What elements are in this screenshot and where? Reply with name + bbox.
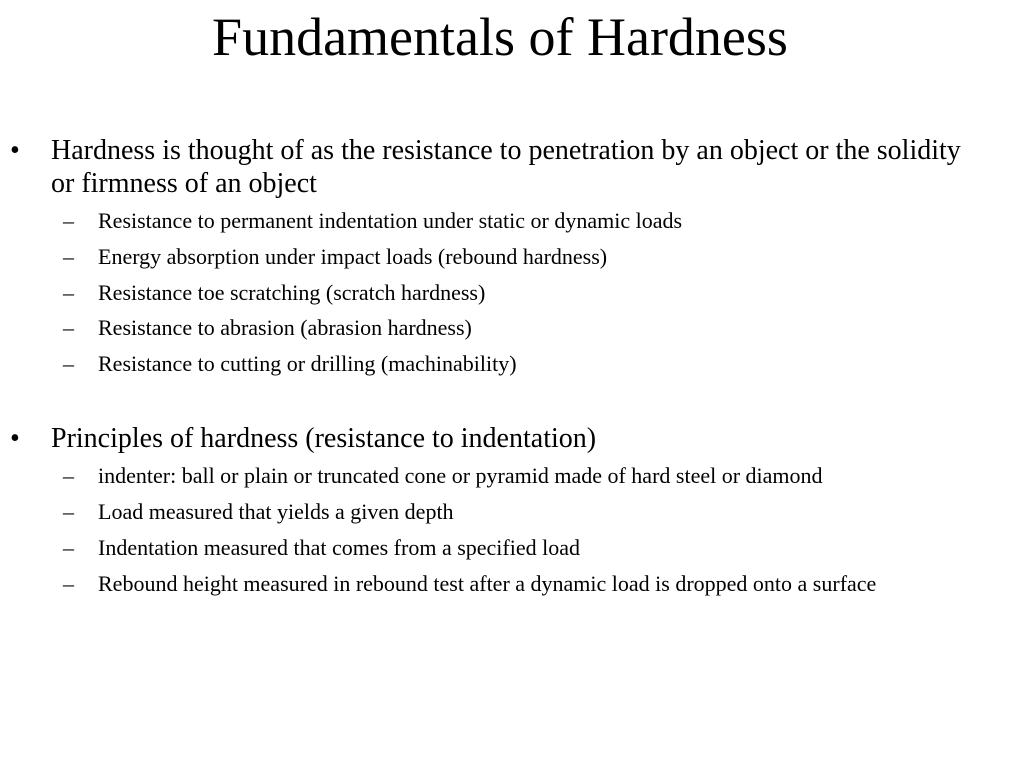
dash-marker: – bbox=[63, 571, 74, 596]
sub-item-text: Resistance to permanent indentation under static or dynamic loads bbox=[98, 208, 683, 233]
bullet-marker: • bbox=[10, 135, 20, 166]
bullet-marker: • bbox=[10, 423, 20, 454]
dash-marker: – bbox=[63, 244, 74, 269]
dash-marker: – bbox=[63, 351, 74, 376]
sub-item-text: Load measured that yields a given depth bbox=[98, 499, 454, 524]
dash-marker: – bbox=[63, 280, 74, 305]
sub-item-text: Resistance to abrasion (abrasion hardness) bbox=[98, 315, 472, 340]
sub-item-text: Resistance toe scratching (scratch hardness) bbox=[98, 280, 486, 305]
dash-marker: – bbox=[63, 315, 74, 340]
bullet-text: Principles of hardness (resistance to indentation) bbox=[51, 423, 597, 454]
bullet-text: Hardness is thought of as the resistance to penetration by an object or the solidity or firmness of an object bbox=[51, 135, 961, 199]
dash-marker: – bbox=[63, 463, 74, 488]
dash-marker: – bbox=[63, 535, 74, 560]
sub-item-text: Energy absorption under impact loads (rebound hardness) bbox=[98, 244, 608, 269]
sub-item-text: Rebound height measured in rebound test after a dynamic load is dropped onto a surface bbox=[98, 571, 877, 596]
dash-marker: – bbox=[63, 208, 74, 233]
slide-title: Fundamentals of Hardness bbox=[212, 7, 788, 67]
dash-marker: – bbox=[63, 499, 74, 524]
sub-item-text: Indentation measured that comes from a specified load bbox=[98, 535, 580, 560]
sub-item-text: Resistance to cutting or drilling (machinability) bbox=[98, 351, 517, 376]
sub-item-text: indenter: ball or plain or truncated cone or pyramid made of hard steel or diamond bbox=[98, 463, 823, 488]
